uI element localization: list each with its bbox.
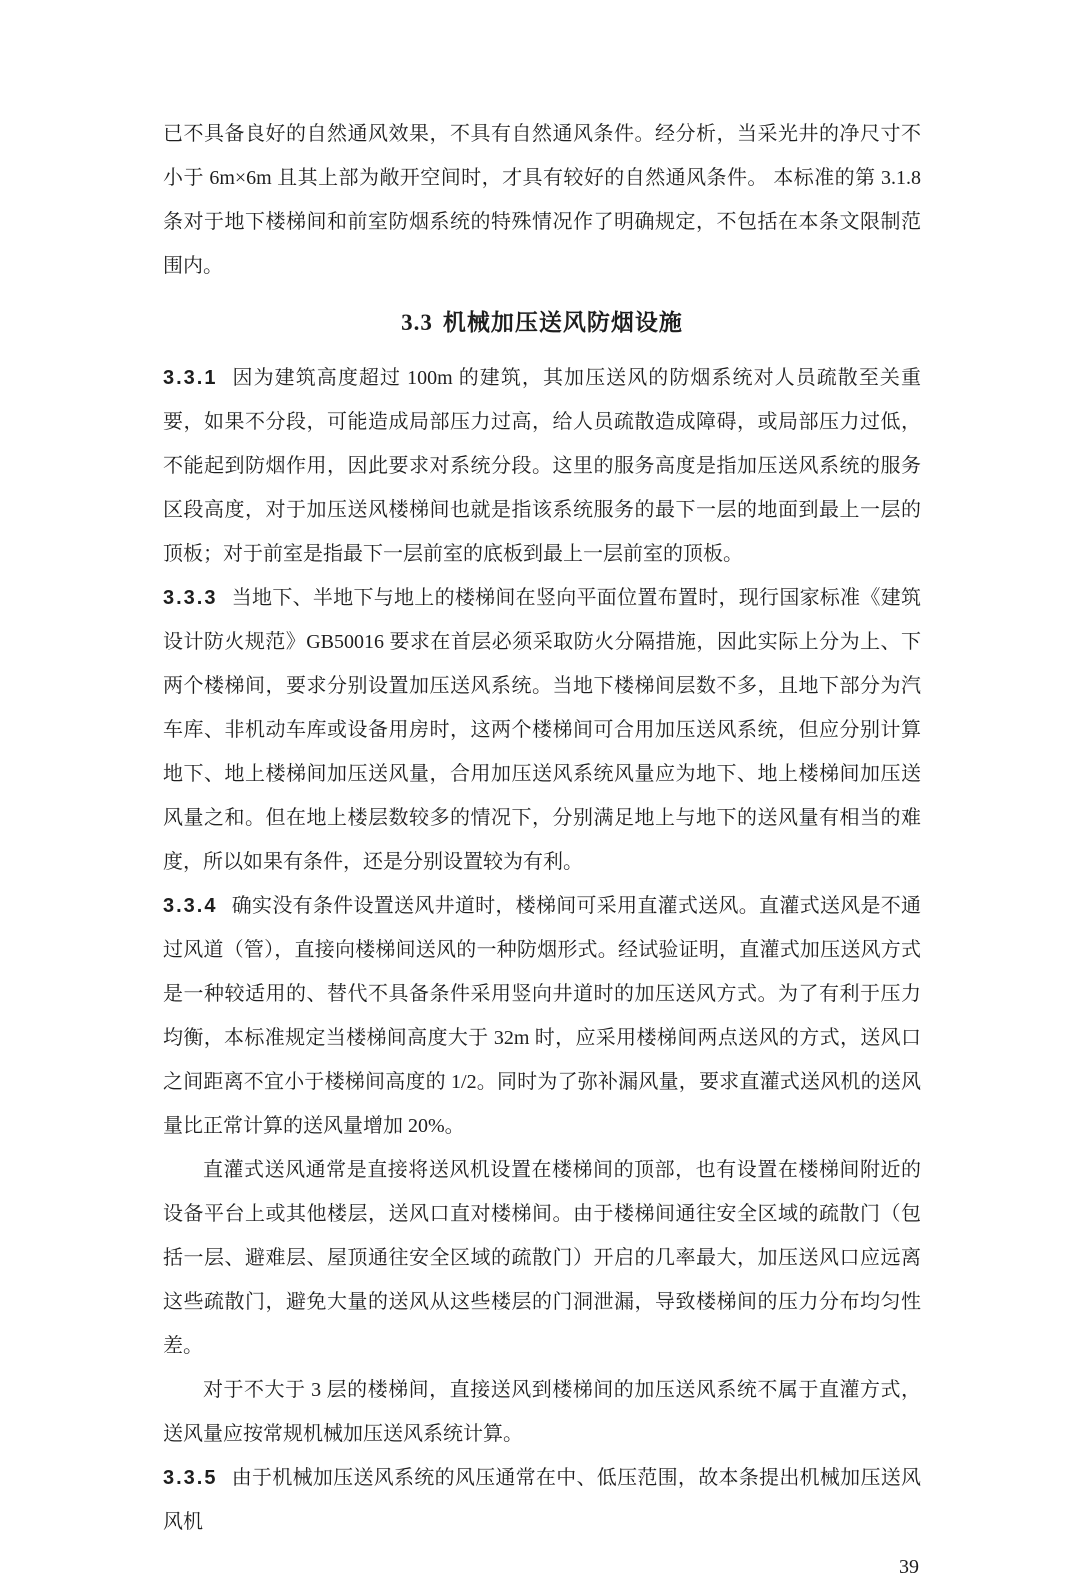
clause-number: 3.3.5 <box>163 1467 218 1489</box>
document-body <box>163 112 921 1584</box>
clause-text: 由于机械加压送风系统的风压通常在中、低压范围，故本条提出机械加压送风风机 <box>163 1467 921 1533</box>
clause-text: 确实没有条件设置送风井道时，楼梯间可采用直灌式送风。直灌式送风是不通过风道（管），直接向楼梯间送风的一种防烟形式。经试验证明，直灌式加压送风方式是一种较适用的、替代不具备条件采用竖向井道时的加压送风方式。为了有利于压力均衡，本标准规定当楼梯间高度大于 32m 时，应采用楼梯间两点送风的方式，送风口之间距离不宜小于楼梯间高度的 1/2。同时为了弥补漏风量，要求直灌式送风机的送风量比正常计算的送风量增加 20%。 <box>163 895 921 1137</box>
paragraph-continuation <box>163 112 921 288</box>
clause-text: 当地下、半地下与地上的楼梯间在竖向平面位置布置时，现行国家标准《建筑设计防火规范》GB50016 要求在首层必须采取防火分隔措施，因此实际上分为上、下两个楼梯间，要求分别设置加压送风系统。当地下楼梯间层数不多，且地下部分为汽车库、非机动车库或设备用房时，这两个楼梯间可合用加压送风系统，但应分别计算地下、地上楼梯间加压送风量，合用加压送风系统风量应为地下、地上楼梯间加压送风量之和。但在地上楼层数较多的情况下，分别满足地上与地下的送风量有相当的难度，所以如果有条件，还是分别设置较为有利。 <box>163 587 921 873</box>
paragraph-text: 对于不大于 3 层的楼梯间，直接送风到楼梯间的加压送风系统不属于直灌方式，送风量应按常规机械加压送风系统计算。 <box>163 1379 921 1445</box>
clause-3-3-3 <box>163 576 921 884</box>
clause-number: 3.3.4 <box>163 895 218 917</box>
clause-3-3-4 <box>163 884 921 1148</box>
clause-number: 3.3.3 <box>163 587 218 609</box>
section-heading-title: 机械加压送风防烟设施 <box>442 310 683 335</box>
page-footer <box>163 1544 921 1584</box>
paragraph-text: 已不具备良好的自然通风效果，不具有自然通风条件。经分析，当采光井的净尺寸不小于 6m×6m 且其上部为敞开空间时，才具有较好的自然通风条件。 本标准的第 3.1.8 条对于地下楼梯间和前室防烟系统的特殊情况作了明确规定，不包括在本条文限制范围内。 <box>163 123 921 277</box>
paragraph <box>163 1368 921 1456</box>
clause-3-3-1 <box>163 356 921 576</box>
paragraph <box>163 1148 921 1368</box>
clause-text: 因为建筑高度超过 100m 的建筑，其加压送风的防烟系统对人员疏散至关重要，如果不分段，可能造成局部压力过高，给人员疏散造成障碍，或局部压力过低，不能起到防烟作用，因此要求对系统分段。这里的服务高度是指加压送风系统的服务区段高度，对于加压送风楼梯间也就是指该系统服务的最下一层的地面到最上一层的顶板；对于前室是指最下一层前室的底板到最上一层前室的顶板。 <box>163 367 921 565</box>
section-heading <box>163 301 921 345</box>
paragraph-text: 直灌式送风通常是直接将送风机设置在楼梯间的顶部，也有设置在楼梯间附近的设备平台上或其他楼层，送风口直对楼梯间。由于楼梯间通往安全区域的疏散门（包括一层、避难层、屋顶通往安全区域的疏散门）开启的几率最大，加压送风口应远离这些疏散门，避免大量的送风从这些楼层的门洞泄漏，导致楼梯间的压力分布均匀性差。 <box>163 1159 921 1357</box>
clause-number: 3.3.1 <box>163 367 218 389</box>
section-heading-number: 3.3 <box>401 310 433 335</box>
clause-3-3-5 <box>163 1456 921 1544</box>
page-number: 39 <box>899 1556 919 1578</box>
